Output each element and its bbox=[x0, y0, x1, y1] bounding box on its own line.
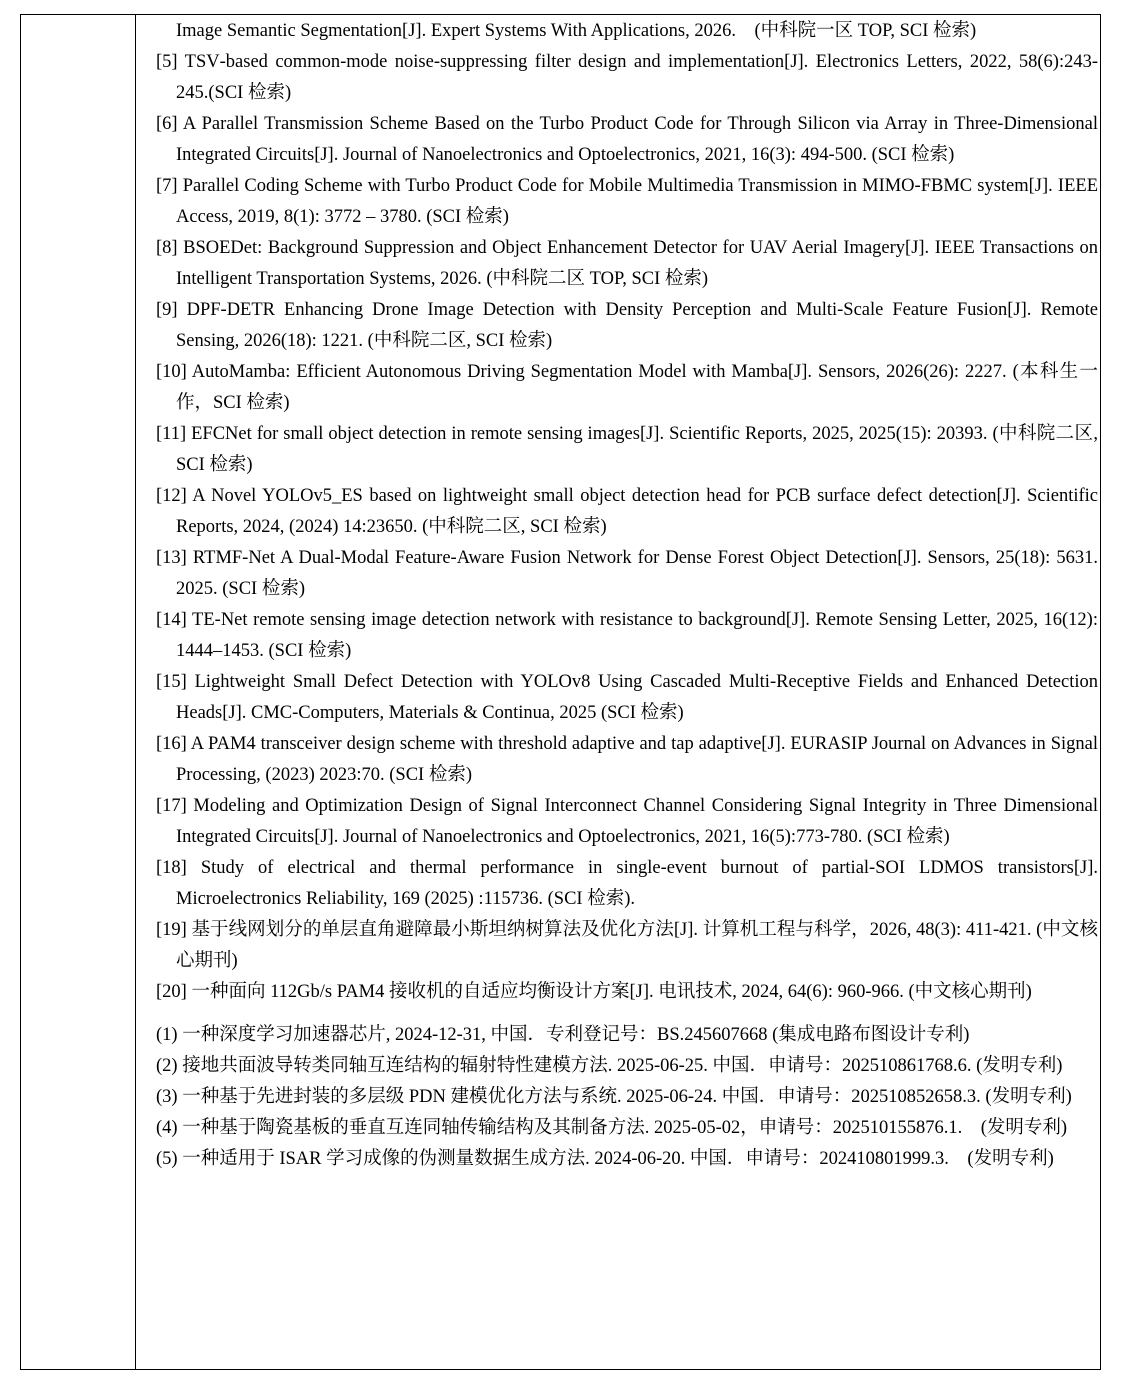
paper-entry: [11] EFCNet for small object detection in remote sensing images[J]. Scientific Reports, 2025, 2025(15): 20393. (中科院二区, SCI 检索) bbox=[156, 424, 1098, 475]
paper-entry: [9] DPF-DETR Enhancing Drone Image Detection with Density Perception and Multi-Scale Feature Fusion[J]. Remote Sensing, 2026(18): 1221. (中科院二区, SCI 检索) bbox=[156, 300, 1098, 351]
paper-entry: [18] Study of electrical and thermal performance in single-event burnout of partial-SOI LDMOS transistors[J]. Microelectronics Reliability, 169 (2025) :115736. (SCI 检索). bbox=[156, 858, 1098, 909]
paper-entry: [10] AutoMamba: Efficient Autonomous Driving Segmentation Model with Mamba[J]. Sensors, 2026(26): 2227. (本科生一作，SCI 检索) bbox=[156, 362, 1098, 413]
patent-entry: (2) 接地共面波导转类同轴互连结构的辐射特性建模方法. 2025-06-25. 中国．申请号：202510861768.6. (发明专利) bbox=[156, 1056, 1063, 1076]
paper-entry: [12] A Novel YOLOv5_ES based on lightweight small object detection head for PCB surface defect detection[J]. Scientific Reports, 2024, (2024) 14:23650. (中科院二区, SCI 检索) bbox=[156, 486, 1098, 537]
paper-entry: [20] 一种面向 112Gb/s PAM4 接收机的自适应均衡设计方案[J]. 电讯技术, 2024, 64(6): 960-966. (中文核心期刊) bbox=[156, 982, 1032, 1002]
table-right-column bbox=[136, 15, 1100, 1369]
patent-entry: (3) 一种基于先进封装的多层级 PDN 建模优化方法与系统. 2025-06-24. 中国．申请号：202510852658.3. (发明专利) bbox=[156, 1087, 1072, 1107]
paper-entry: [14] TE-Net remote sensing image detection network with resistance to background[J]. Remote Sensing Letter, 2025, 16(12): 1444–1453. (SCI 检索) bbox=[156, 610, 1098, 661]
section-gap bbox=[156, 1008, 1098, 1020]
patent-entry: (1) 一种深度学习加速器芯片, 2024-12-31, 中国．专利登记号：BS.245607668 (集成电路布图设计专利) bbox=[156, 1025, 970, 1045]
paper-entry: [8] BSOEDet: Background Suppression and Object Enhancement Detector for UAV Aerial Imagery[J]. IEEE Transactions on Intelligent Transportation Systems, 2026. (中科院二区 TOP, SCI 检索) bbox=[156, 238, 1098, 289]
document-table bbox=[20, 14, 1101, 1370]
paper-entry: Image Semantic Segmentation[J]. Expert Systems With Applications, 2026. (中科院一区 TOP, SCI 检索) bbox=[176, 21, 977, 41]
paper-entry: [7] Parallel Coding Scheme with Turbo Product Code for Mobile Multimedia Transmission in MIMO-FBMC system[J]. IEEE Access, 2019, 8(1): 3772 – 3780. (SCI 检索) bbox=[156, 176, 1098, 227]
table-left-column bbox=[21, 15, 136, 1369]
paper-entry: [13] RTMF-Net A Dual-Modal Feature-Aware Fusion Network for Dense Forest Object Detection[J]. Sensors, 25(18): 5631. 2025. (SCI 检索) bbox=[156, 548, 1098, 599]
paper-entry: [15] Lightweight Small Defect Detection with YOLOv8 Using Cascaded Multi-Receptive Fields and Enhanced Detection Heads[J]. CMC-Computers, Materials & Continua, 2025 (SCI 检索) bbox=[156, 672, 1098, 723]
paper-entry: [6] A Parallel Transmission Scheme Based on the Turbo Product Code for Through Silicon via Array in Three-Dimensional Integrated Circuits[J]. Journal of Nanoelectronics and Optoelectronics, 2021, 16(3): 494-500. (SCI 检索) bbox=[156, 114, 1098, 165]
patent-entry: (4) 一种基于陶瓷基板的垂直互连同轴传输结构及其制备方法. 2025-05-02，申请号：202510155876.1. (发明专利) bbox=[156, 1118, 1068, 1138]
paper-list bbox=[156, 16, 1098, 1008]
paper-entry: [16] A PAM4 transceiver design scheme with threshold adaptive and tap adaptive[J]. EURASIP Journal on Advances in Signal Processing, (2023) 2023:70. (SCI 检索) bbox=[156, 734, 1098, 785]
paper-entry: [17] Modeling and Optimization Design of Signal Interconnect Channel Considering Signal Integrity in Three Dimensional Integrated Circuits[J]. Journal of Nanoelectronics and Optoelectronics, 2021, 16(5):773-780. (SCI 检索) bbox=[156, 796, 1098, 847]
patent-entry: (5) 一种适用于 ISAR 学习成像的伪测量数据生成方法. 2024-06-20. 中国．申请号：202410801999.3. (发明专利) bbox=[156, 1149, 1054, 1169]
paper-entry: [5] TSV‐based common‐mode noise‐suppressing filter design and implementation[J]. Electronics Letters, 2022, 58(6):243-245.(SCI 检索) bbox=[156, 52, 1098, 103]
paper-entry: [19] 基于线网划分的单层直角避障最小斯坦纳树算法及优化方法[J]. 计算机工程与科学，2026, 48(3): 411-421. (中文核心期刊) bbox=[156, 920, 1098, 971]
patent-list bbox=[156, 1020, 1098, 1175]
